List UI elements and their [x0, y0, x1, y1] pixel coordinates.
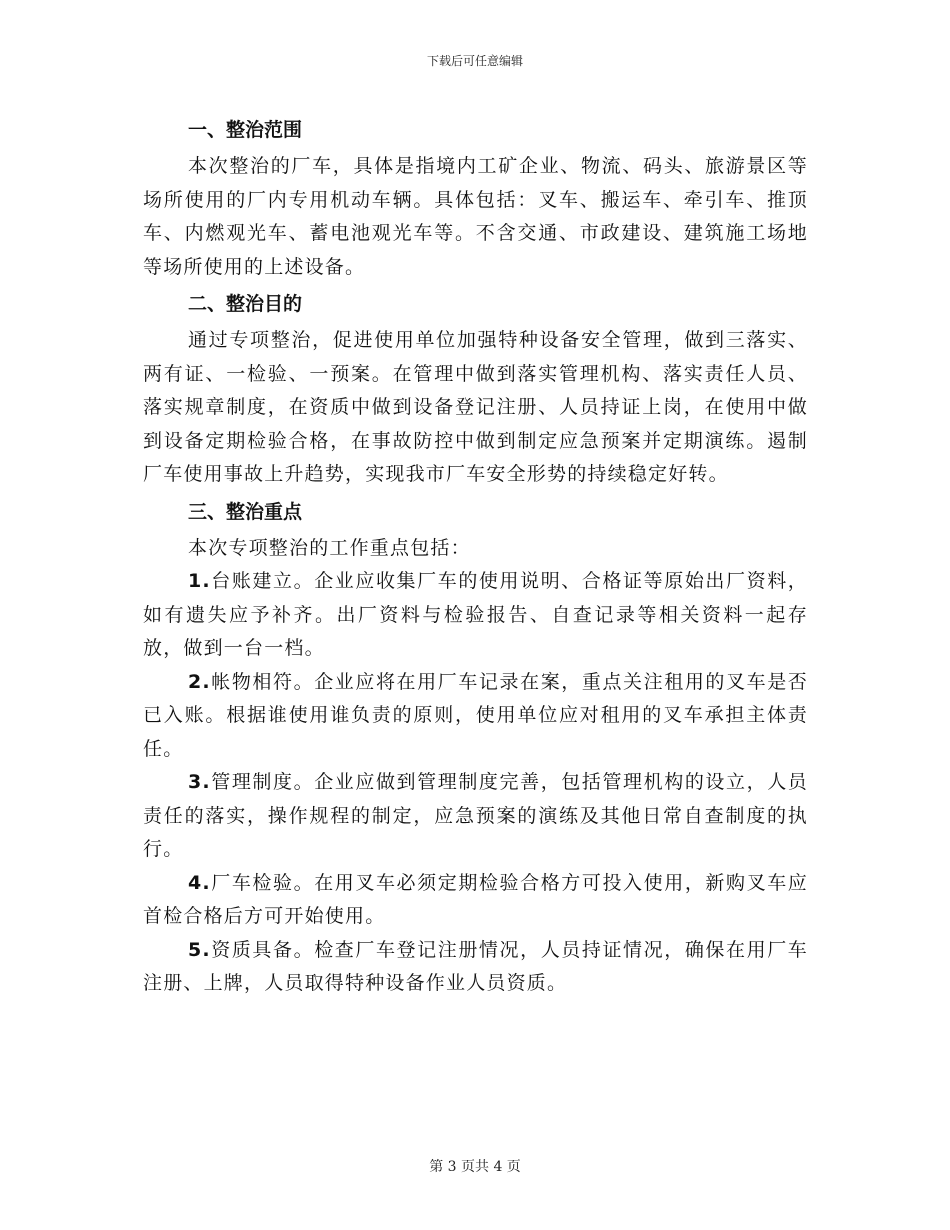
list-item-number: 3. — [188, 771, 211, 793]
list-item — [143, 766, 808, 867]
section-paragraph-focus-intro: 本次专项整治的工作重点包括： — [188, 536, 471, 559]
page-footer: 第 3 页共 4 页 — [429, 1159, 521, 1175]
list-item-number: 1. — [188, 570, 211, 592]
list-item — [143, 934, 808, 1001]
document-body — [143, 110, 808, 1001]
list-item-text: 资质具备。检查厂车登记注册情况，人员持证情况，确保在用厂车注册、上牌，人员取得特种设备作业人员资质。 — [143, 938, 808, 994]
list-item — [143, 867, 808, 934]
section-paragraph-purpose: 通过专项整治，促进使用单位加强特种设备安全管理，做到三落实、两有证、一检验、一预案。在管理中做到落实管理机构、落实责任人员、落实规章制度，在资质中做到设备登记注册、人员持证上岗，在使用中做到设备定期检验合格，在事故防控中做到制定应急预案并定期演练。遏制厂车使用事故上升趋势，实现我市厂车安全形势的持续稳定好转。 — [143, 329, 808, 485]
list-item — [143, 666, 808, 767]
section-heading-purpose: 二、整治目的 — [188, 293, 303, 315]
page-header: 下载后可任意编辑 — [426, 54, 523, 68]
section-heading-scope: 一、整治范围 — [188, 119, 303, 141]
list-item — [143, 565, 808, 666]
list-item-text: 帐物相符。企业应将在用厂车记录在案，重点关注租用的叉车是否已入账。根据谁使用谁负责的原则，使用单位应对租用的叉车承担主体责任。 — [143, 670, 808, 760]
list-item-text: 厂车检验。在用叉车必须定期检验合格方可投入使用，新购叉车应首检合格后方可开始使用。 — [143, 871, 808, 927]
section-paragraph-scope: 本次整治的厂车，具体是指境内工矿企业、物流、码头、旅游景区等场所使用的厂内专用机动车辆。具体包括：叉车、搬运车、牵引车、推顶车、内燃观光车、蓄电池观光车等。不含交通、市政建设、建筑施工场地等场所使用的上述设备。 — [143, 155, 808, 278]
list-item-number: 4. — [188, 871, 211, 894]
list-item-text: 台账建立。企业应收集厂车的使用说明、合格证等原始出厂资料，如有遗失应予补齐。出厂资料与检验报告、自查记录等相关资料一起存放，做到一台一档。 — [143, 570, 808, 659]
list-item-text: 管理制度。企业应做到管理制度完善，包括管理机构的设立，人员责任的落实，操作规程的制定，应急预案的演练及其他日常自查制度的执行。 — [143, 771, 808, 860]
list-item-number: 5. — [188, 938, 211, 961]
section-heading-focus: 三、整治重点 — [188, 500, 303, 523]
list-item-number: 2. — [188, 670, 211, 693]
